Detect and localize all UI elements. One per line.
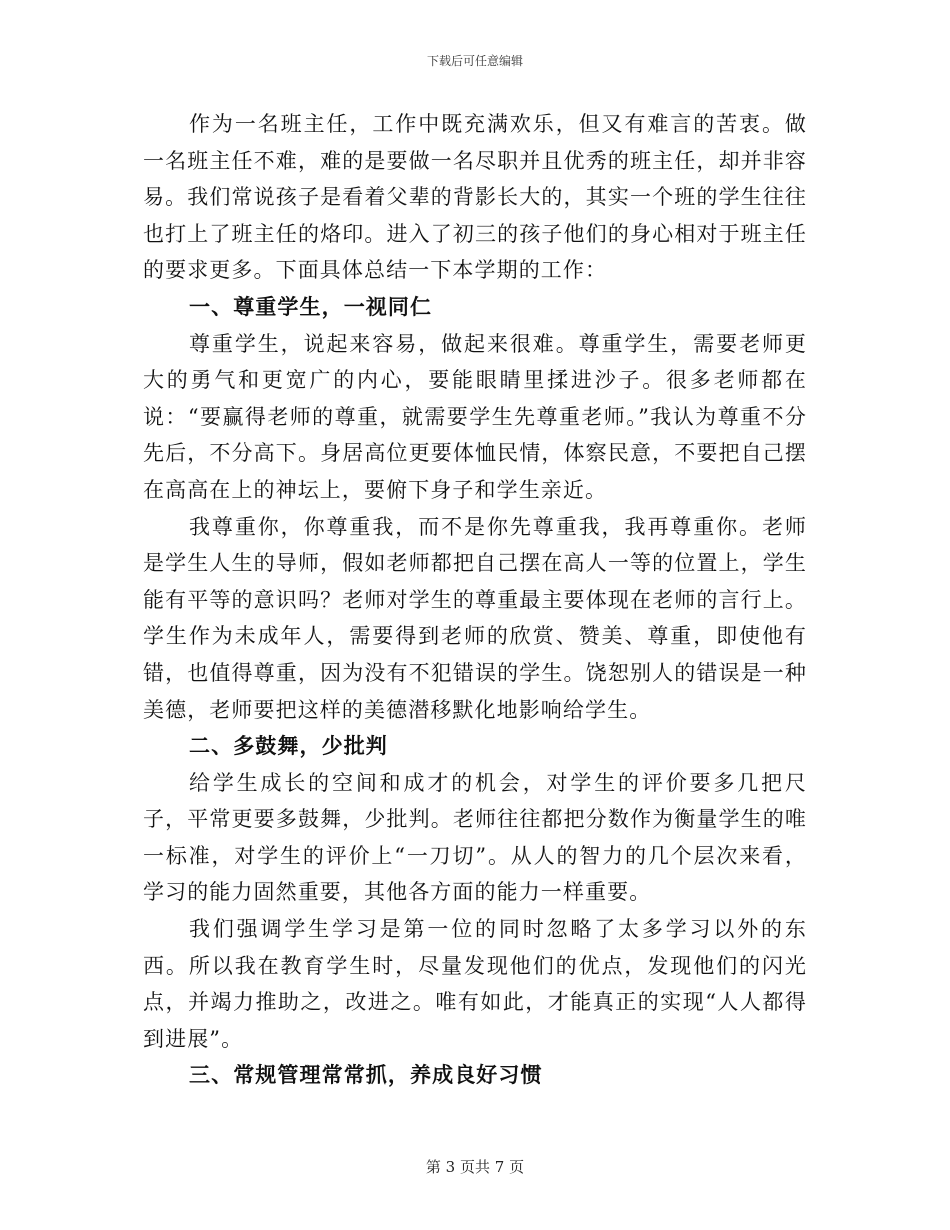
section-heading-2: 二、多鼓舞，少批判 bbox=[189, 733, 388, 759]
section-1-paragraph-1: 尊重学生，说起来容易，做起来很难。尊重学生，需要老师更大的勇气和更宽广的内心，要能眼睛里揉进沙子。很多老师都在说：“要赢得老师的尊重，就需要学生先尊重老师。”我认为尊重不分先后，不分高下。身居高位更要体恤民情，体察民意，不要把自己摆在高高在上的神坛上，要俯下身子和学生亲近。 bbox=[143, 331, 807, 502]
intro-paragraph: 作为一名班主任，工作中既充满欢乐，但又有难言的苦衷。做一名班主任不难，难的是要做一名尽职并且优秀的班主任，却并非容易。我们常说孩子是看着父辈的背影长大的，其实一个班的学生往往也打上了班主任的烙印。进入了初三的孩子他们的身心相对于班主任的要求更多。下面具体总结一下本学期的工作： bbox=[143, 112, 807, 283]
section-heading-3: 三、常规管理常常抓，养成良好习惯 bbox=[189, 1062, 543, 1088]
section-2-paragraph-2: 我们强调学生学习是第一位的同时忽略了太多学习以外的东西。所以我在教育学生时，尽量发现他们的优点，发现他们的闪光点，并竭力推助之，改进之。唯有如此，才能真正的实现“人人都得到进展”。 bbox=[143, 917, 807, 1051]
section-heading-1: 一、尊重学生，一视同仁 bbox=[189, 293, 433, 319]
page-footer: 第 3 页共 7 页 bbox=[425, 1158, 525, 1176]
page-header: 下载后可任意编辑 bbox=[426, 54, 523, 68]
section-1-paragraph-2: 我尊重你，你尊重我，而不是你先尊重我，我再尊重你。老师是学生人生的导师，假如老师都把自己摆在高人一等的位置上，学生能有平等的意识吗？老师对学生的尊重最主要体现在老师的言行上。学生作为未成年人，需要得到老师的欣赏、赞美、尊重，即使他有错，也值得尊重，因为没有不犯错误的学生。饶恕别人的错误是一种美德，老师要把这样的美德潜移默化地影响给学生。 bbox=[143, 514, 807, 722]
document-body bbox=[143, 106, 807, 1094]
section-2-paragraph-1: 给学生成长的空间和成才的机会，对学生的评价要多几把尺子，平常更要多鼓舞，少批判。老师往往都把分数作为衡量学生的唯一标准，对学生的评价上“一刀切”。从人的智力的几个层次来看，学习的能力固然重要，其他各方面的能力一样重要。 bbox=[143, 770, 807, 905]
